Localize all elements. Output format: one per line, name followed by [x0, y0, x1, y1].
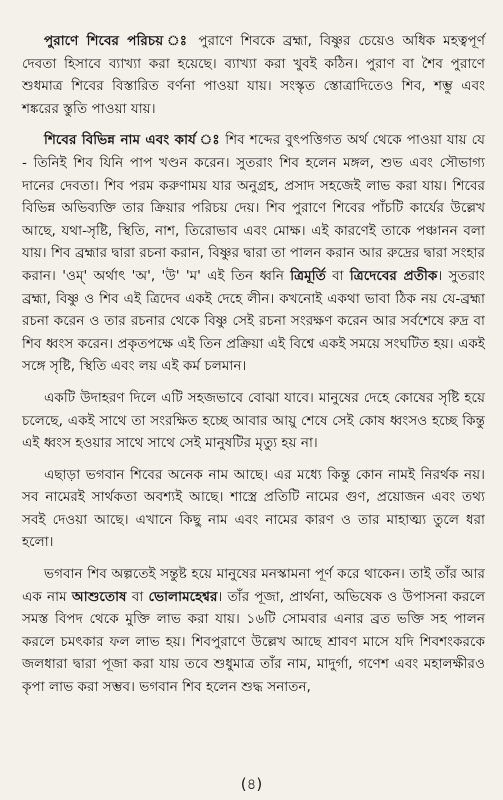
paragraph-text: এছাড়া ভগবান শিবের অনেক নাম আছে। এর মধ্যে কিন্তু কোন নামই নিরর্থক নয়। সব নামেরই সার্থকতা অবশ্যই আছে। শাস্ত্রে প্রতিটি নামের গুণ, প্রয়োজন এবং তথ্য সবই দেওয়া আছে। এখানে কিছু নাম এবং নামের কারণ ও তার মাহাত্ম্য তুলে ধরা হলো। [22, 466, 485, 551]
paragraph-text: পুরাণে শিবকে ব্রহ্মা, বিষ্ণুর চেয়েও অধিক মহত্বপূর্ণ দেবতা হিসাবে ব্যাখ্যা করা হয়েছে। ব্যাখ্যা করা খুবই কঠিন। পুরাণ বা শৈব পুরাণে শুধমাত্র শিবের বিস্তারিত বর্ণনা পাওয়া যায়। সংস্কৃত স্তোত্রাদিতেও শিব, শম্ভু এবং শঙ্করের স্তুতি পাওয়া যায়। [22, 33, 485, 117]
emphasis-trimurti: ত্রিমূর্তি [290, 267, 326, 284]
paragraph-many-names [22, 464, 485, 554]
paragraph-heading: পুরাণে শিবের পরিচয় ঃ [44, 33, 191, 49]
paragraph-text: । সুতরাং ব্রহ্মা, বিষ্ণু ও শিব এই ত্রিদেব একই দেহে লীন। কখনোই একথা ভাবা ঠিক নয় যে-ব্রহ্মা রচনা করেন ও তার রচনার থেকে বিষ্ণু সেই রচনা সংরক্ষণ করেন আর সর্বশেষে রুদ্র বা শিব ধ্বংস করেন। প্রকৃতপক্ষে এই তিন প্রক্রিয়া এই বিশ্বে একই সময়ে সংঘটিত হয়। একই সঙ্গে সৃষ্টি, স্থিতি এবং লয় এই কর্ম চলমান। [22, 267, 485, 375]
paragraph-text: বা [325, 267, 350, 284]
paragraph-text: শিব শব্দের বুৎপত্তিগত অর্থ থেকে পাওয়া যায় যে - তিনিই শিব যিনি পাপ খণ্ডন করেন। সুতরাং শিব হলেন মঙ্গল, শুভ এবং সৌভাগ্য দানের দেবতা। শিব পরম করুণাময় যার অনুগ্রহ, প্রসাদ সহজেই লাভ করা যায়। শিবের বিভিন্ন অভিব্যক্তি তার ক্রিয়ার পরিচয় দেয়। শিব পুরাণে শিবের পাঁচটি কার্যের উল্লেখ আছে, যথা-সৃষ্টি, স্থিতি, নাশ, তিরোভাব এবং মোক্ষ। এই কারণেই তাকে পঞ্চানন বলা যায়। শিব ব্রহ্মার দ্বারা রচনা করান, বিষ্ণুর দ্বারা তা পালন করান আর রুদ্রের দ্বারা সংহার করান। 'ওম্' অর্থাৎ 'অ', 'উ' 'ম' এই তিন ধ্বনি [22, 132, 485, 284]
page-number: (৪) [240, 775, 263, 793]
paragraph-puran-shiva-intro [22, 30, 485, 120]
paragraph-ashutosh [22, 563, 485, 699]
emphasis-tridev: ত্রিদেবের প্রতীক [349, 267, 438, 284]
paragraph-text: । তাঁর পূজা, প্রার্থনা, অভিষেক ও উপাসনা করলে সমস্ত বিপদ থেকে মুক্তি লাভ করা যায়। ১৬টি সোমবার এনার ব্রত ভক্তি সহ পালন করলে চমৎকার ফল লাভ হয়। শিবপুরাণে উল্লেখ আছে শ্রাবণ মাসে যদি শিবশংকরকে জলধারা দ্বারা পূজা করা যায় তবে শুধুমাত্র তাঁর নাম, মাদুর্গা, গণেশ এবং মহালক্ষীরও কৃপা লাভ করা সম্ভব। ভগবান শিব হলেন শুদ্ধ সনাতন, [22, 588, 485, 696]
paragraph-text: ভগবান শিব অল্পতেই সন্তুষ্ট হয়ে মানুষের মনস্কামনা পূর্ণ করে থাকেন। তাই তাঁর আর এক নাম [22, 566, 485, 605]
paragraph-shiva-names-works [22, 129, 485, 378]
emphasis-ashutosh: আশুতোষ [71, 588, 127, 605]
paragraph-heading: শিবের বিভিন্ন নাম এবং কার্য ঃ [44, 132, 221, 149]
emphasis-bholamaheshwar: ভোলামহেশ্বর [148, 588, 218, 605]
paragraph-text: বা [126, 588, 149, 605]
paragraph-text: একটি উদাহরণ দিলে এটি সহজভাবে বোঝা যাবে। মানুষের দেহে কোষের সৃষ্টি হয়ে চলেছে, একই সাথে তা সংরক্ষিত হচ্ছে আবার আয়ু শেষে সেই কোষ ধ্বংসও হচ্ছে কিন্তু এই ধ্বংস হওয়ার সাথে সাথে সেই মানুষটির মৃত্যু হয় না। [22, 389, 485, 452]
paragraph-example [22, 387, 485, 455]
